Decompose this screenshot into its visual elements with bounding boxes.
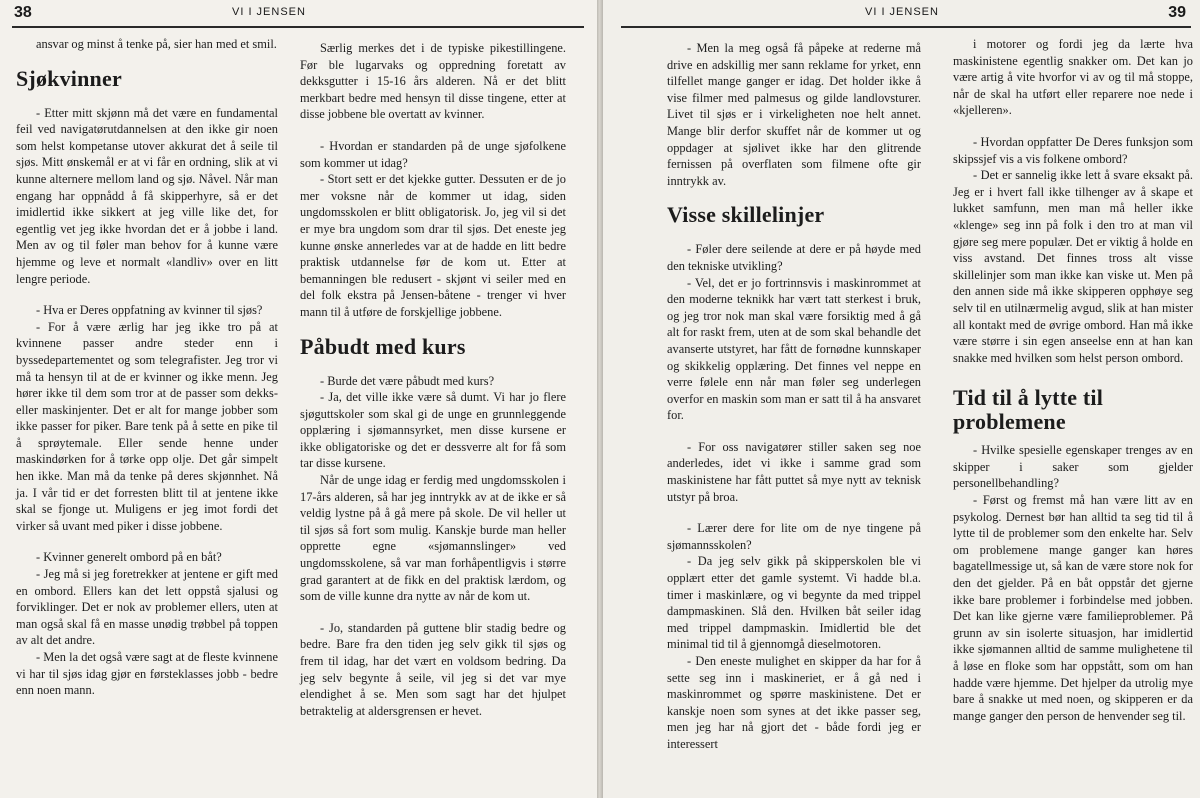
page-number: 38 xyxy=(14,4,32,21)
interview-question: - Kvinner generelt ombord på en båt? xyxy=(36,550,222,565)
text-column xyxy=(667,40,921,753)
paragraph: - Da jeg selv gikk på skipperskolen ble vi opplært etter det gamle systemt. Vi hadde bl.a. timer i maskinlære, og vi begynte da med trippel dampmaskinen. Slå den. Hvilken båt seiler idag med trippel dampmaskin. Imidlertid ble det minimal tid til å gjennomgå dieselmotoren. xyxy=(667,554,921,652)
paragraph: - Føler dere seilende at dere er på høyde med den tekniske utvikling? xyxy=(667,242,921,273)
page-number: 39 xyxy=(1168,4,1186,21)
paragraph: - Vel, det er jo fortrinnsvis i maskinrommet at den moderne teknikk har vært tatt sterkest i bruk, og jeg tror nok man skal være forsiktig med å gå alt for raskt frem, uten at de som skal behandle det avanserte utstyret, har fått de fornødne kunnskaper og skikkelig opplæring. Det finnes vel neppe en verre følele enn når man føler seg underlegen overfor en maskin som man er satt til å ha ansvaret for. xyxy=(667,275,921,423)
running-head: VI I JENSEN xyxy=(865,6,939,18)
text-column xyxy=(16,36,278,699)
paragraph: - Ja, det ville ikke være så dumt. Vi har jo flere sjøguttskoler som skal gi de unge en grunnleggende opplæring i sjømannsyrket, men disse kursene er ikke obligatoriske og det er dessverre alt for få som tar disse kursene. xyxy=(300,390,566,471)
interview-question: - For oss navigatører stiller saken seg noe anderledes, idet vi ikke i samme grad som maskinistene har fått puttet så mye nytt av teknisk utstyr på broa. xyxy=(667,439,921,504)
paragraph: - Først og fremst må han være litt av en psykolog. Dernest bør han alltid ta seg tid til å lytte til de problemer som den enkelte har. Selv om problemene mange ganger kan høres bagatellmessige ut, så kan de være store nok for den det gjelder. På en båt oppstår det gjerne ikke bare problemer i forbindelse med jobben. Det kan like gjerne være familieproblemer. På grunn av sin isolerte situasjon, har imidlertid ikke sjømannen alltid de samme mulighetene til å løse en floke som har oppstått, som om han hadde være hjemme. Det hjelper da utrolig mye bare å snakke ut med noen, og skipperen er da mange ganger den person de henvender seg til. xyxy=(953,493,1193,723)
header-rule xyxy=(12,26,584,28)
interview-question: - Lærer dere for lite om de nye tingene på sjømannsskolen? xyxy=(667,521,921,552)
running-head: VI I JENSEN xyxy=(232,6,306,18)
right-page xyxy=(603,0,1200,798)
paragraph: - Den eneste mulighet en skipper da har for å sette seg inn i maskineriet, er å gå ned i maskinrommet og spørre maskinistene. Det er kanskje noen som synes at det ikke passer seg, men jeg har nå gjort det - både fordi jeg er interessert xyxy=(667,654,921,751)
interview-question: - Jo, standarden på guttene blir stadig bedre og bedre. Bare fra den tiden jeg selv gikk til sjøs og frem til idag, har det vært en voldsom bedring. Da jeg selv begynte å seile, vil jeg si det var mye elendighet å se. Men som sagt har det hjulpet betraktelig at aldersgrensen er hevet. xyxy=(300,620,566,718)
left-page xyxy=(0,0,597,798)
text-column xyxy=(953,36,1193,724)
interview-question: - Hvordan er standarden på de unge sjøfolkene som kommer ut idag? xyxy=(300,138,566,170)
paragraph: - Burde det være påbudt med kurs? xyxy=(320,373,495,388)
paragraph: - Hvilke spesielle egenskaper trenges av en skipper i saker som gjelder personellbehandling? xyxy=(953,443,1193,491)
paragraph: - Stort sett er det kjekke gutter. Dessuten er de jo mer voksne når de kommer ut idag, siden ungdomsskolen er blitt obligatorisk. Jo, jeg vil si det er mye bra ungdom som drar til sjøs. Det eneste jeg kunne ønske annerledes var at de hadde en litt bedre praktisk utdannelse før de kom ut. Etter at bemanningen ble redusert - skjønt vi seiler med en del folk ekstra på Jensen-båtene - trenger vi hver mann til å utføre de forskjellige jobbene. xyxy=(300,172,566,319)
paragraph: - Men la det også være sagt at de fleste kvinnene vi har til sjøs idag gjør en førsteklasses jobb - bedre enn noen mann. xyxy=(16,650,278,698)
paragraph: - For å være ærlig har jeg ikke tro på at kvinnene passer andre steder enn i byssedepartementet og som telegrafister. Jeg tror vi må ta hensyn til at de er kvinner og ikke menn. Jeg hører ikke til dem som tror at de passer som dekks- eller maskinjenter. Det er alt for mange jobber som ikke passer for piker. Bare tenk på å sette en pike til å sprøytemale. Eller sende henne under maskindørken for å tørke opp olje. Det går simpelt hen ikke. Man må da tenke på deres skjønnhet. Nå ja. I vår tid er det forresten blitt til at jentene ikke skal se fjonge ut. Muligens er jeg imot fordi det virker så uvant med piker i disse jobbene. xyxy=(16,319,278,533)
paragraph: - Men la meg også få påpeke at rederne må drive en adskillig mer sann reklame for yrket, enn tilfellet mange ganger er idag. Det holder ikke å vise filmer med palmesus og gilde landlovsturer. Livet til sjøs er i virkeligheten noe helt annet. Mange blir derfor skuffet når de kommer ut og oppdager at sjølivet ikke har den glitrende fernissen på overflaten som filmene ofte gir inntrykk av. xyxy=(667,41,921,188)
interview-question: - Hva er Deres oppfatning av kvinner til sjøs? xyxy=(36,303,263,318)
section-heading: Tid til å lytte til problemene xyxy=(953,385,1104,435)
text-column xyxy=(300,40,566,719)
paragraph: Når de unge idag er ferdig med ungdomsskolen i 17-års alderen, så har jeg inntrykk av at de ikke er så veldig lystne på å gå mere på skole. De vil heller ut til sjøs så fort som mulig. Kanskje burde man heller opprette egne «sjømannslinger» ved ungdomsskolene, så var man forhåpentligvis i større grad garantert at de fikk en del praktisk lærdom, og som de ville kunne dra nytte av når de kom ut. xyxy=(300,473,566,604)
paragraph: - Etter mitt skjønn må det være en fundamental feil ved navigatørutdannelsen at den ikke gir noen som helst kompetanse utover akkurat det å seile til sjøs. Mitt ønskemål er at vi får en ordning, slik at vi kunne alternere mellom land og sjø. Nåvel. Når man engang har oppnådd å få skipperhyre, så er det imidlertid ikke sikkert at jeg ville like det, for egentlig vet jeg ikke hvordan det er å jobbe i land. Men av og til føler man behov for å kunne være hjemme og leve et normalt «landliv» over en litt lengre periode. xyxy=(16,105,278,286)
paragraph: - Jeg må si jeg foretrekker at jentene er gift med en ombord. Ellers kan det lett oppstå sjalusi og forviklinger. Det er nok av problemer ellers, uten at man også skal få en masse unødig trøbbel på toppen av alt det andre. xyxy=(16,567,278,648)
paragraph: Særlig merkes det i de typiske pikestillingene. Før ble lugarvaks og oppredning foretatt av dekksgutter i 15-16 års alderen. Nå er det blitt merkbart bedre med hensyn til disse tingene, etter at disse jobbene ble overtatt av kvinner. xyxy=(300,41,566,122)
section-heading: Sjøkvinner xyxy=(16,65,122,91)
paragraph: - Det er sannelig ikke lett å svare eksakt på. Jeg er i hvert fall ikke tilhenger av å skape et lukket samfunn, men man må heller ikke «klenge» seg inn på folk i den tro at man vil gjøre seg mere populær. Det er viktig å holde en viss avstand. Det finnes tross alt visse skillelinjer som man ikke kan viske ut. Men på den annen side må ikke skipperen opphøye seg selv til en utilnærmelig avgud, slik at han mister all kontakt med de øvrige ombord. Han må ikke være større i sin egen anseelse enn at han kan snakke med hvilken som helst person ombord. xyxy=(953,168,1193,365)
section-heading: Påbudt med kurs xyxy=(300,333,466,359)
paragraph: i motorer og fordi jeg da lærte hva maskinistene egentlig snakker om. Det kan jo være artig å vite hvorfor vi av og til må stoppe, når de skal ha utført eller reparere noe nede i «kjelleren». xyxy=(953,37,1193,118)
interview-question: - Hvordan oppfatter De Deres funksjon som skipssjef vis a vis folkene ombord? xyxy=(953,134,1193,166)
section-heading: Visse skillelinjer xyxy=(667,202,825,228)
header-rule xyxy=(621,26,1191,28)
paragraph: ansvar og minst å tenke på, sier han med et smil. xyxy=(36,37,277,51)
